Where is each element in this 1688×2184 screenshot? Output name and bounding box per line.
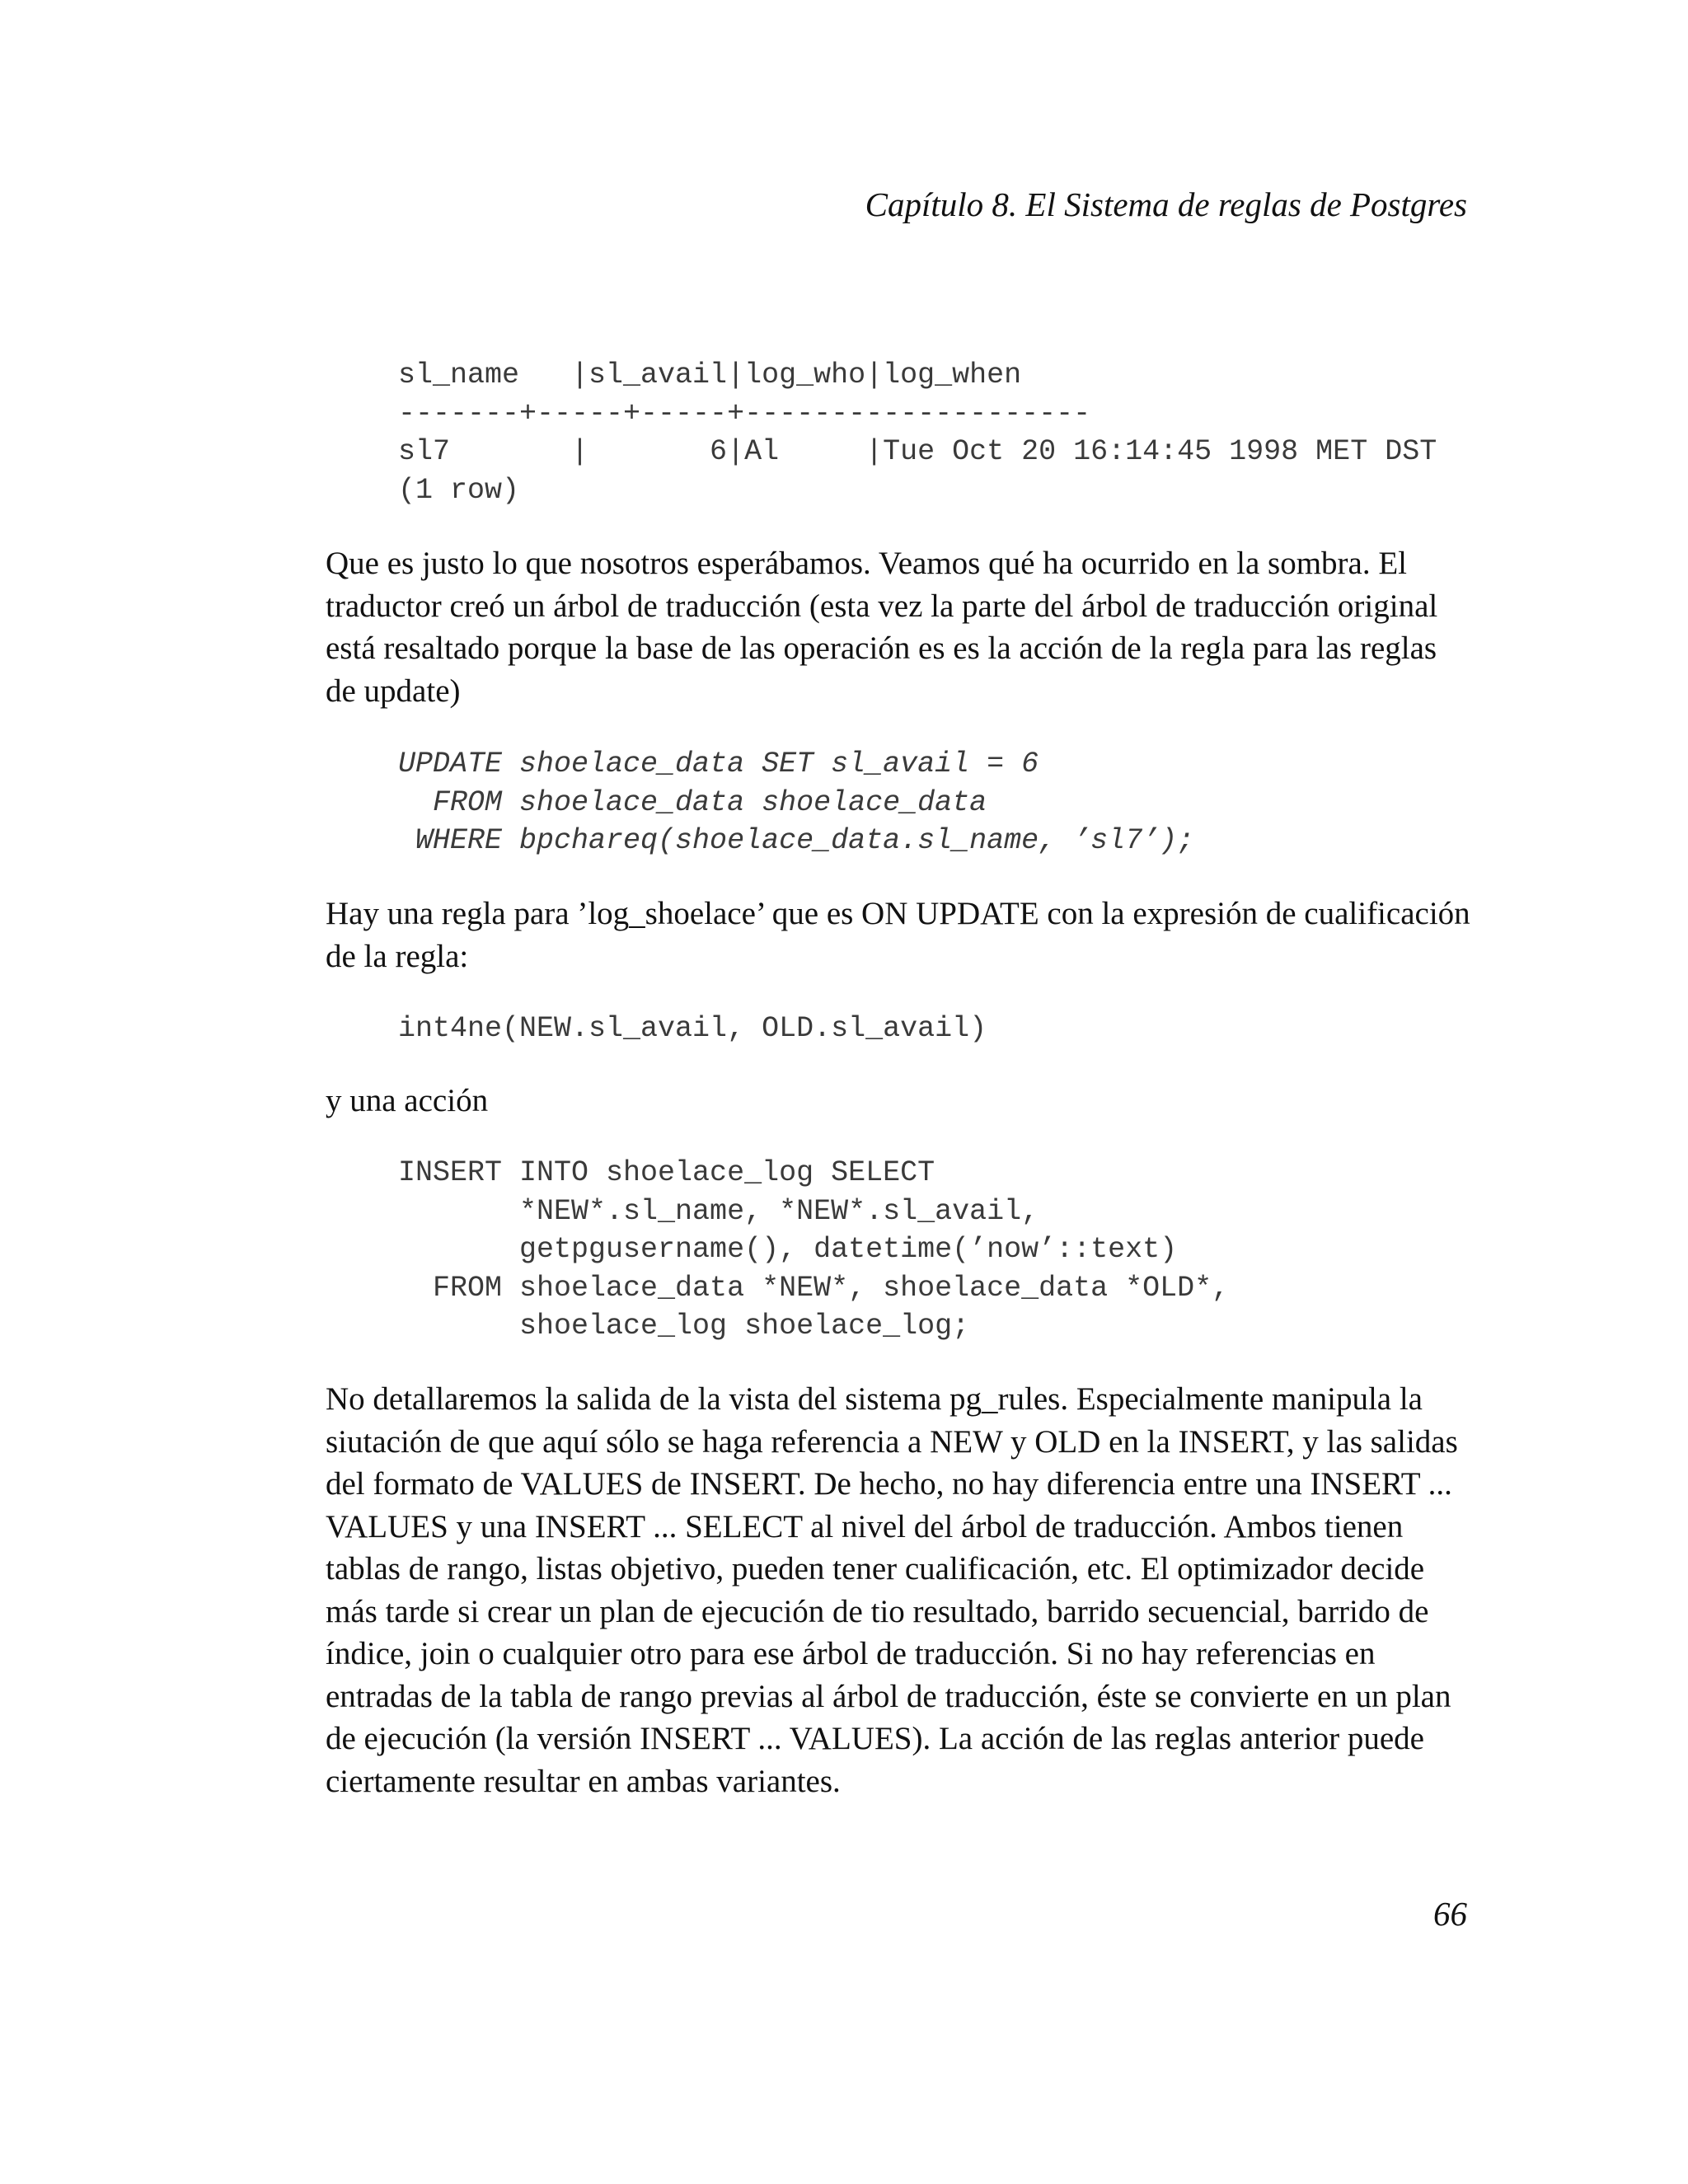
- code-insert-action: INSERT INTO shoelace_log SELECT *NEW*.sl_name, *NEW*.sl_avail, getpgusername(), datetime(’now’::text) FROM shoelace_data *NEW*, shoelace_data *OLD*, shoelace_log shoelace_log;: [398, 1156, 1230, 1343]
- paragraph-expected-result: Que es justo lo que nosotros esperábamos. Veamos qué ha ocurrido en la sombra. El traductor creó un árbol de traducción (esta vez la parte del árbol de traducción original está resaltado porque la base de las operación es es la acción de la regla para las reglas de update): [326, 546, 1438, 709]
- paragraph-pg-rules-explanation: No detallaremos la salida de la vista del sistema pg_rules. Especialmente manipula la siutación de que aquí sólo se haga referencia a NEW y OLD en la INSERT, y las salidas del formato de VALUES de INSERT. De hecho, no hay diferencia entre una INSERT ... VALUES y una INSERT ... SELECT al nivel del árbol de traducción. Ambos tienen tablas de rango, listas objetivo, pueden tener cualificación, etc. El optimizador decide más tarde si crear un plan de ejecución de tio resultado, barrido secuencial, barrido de índice, join o cualquier otro para ese árbol de traducción. Si no hay referencias en entradas de la tabla de rango previas al árbol de traducción, éste se convierte en un plan de ejecución (la versión INSERT ... VALUES). La acción de las reglas anterior puede ciertamente resultar en ambas variantes.: [326, 1381, 1458, 1799]
- query-result-table: sl_name |sl_avail|log_who|log_when -------+-----+-----+-------------------- sl7 | 6|Al |Tue Oct 20 16:14:45 1998 MET DST (1 row): [398, 359, 1437, 507]
- page-number: 66: [1433, 1895, 1467, 1933]
- code-qualification-expression: int4ne(NEW.sl_avail, OLD.sl_avail): [398, 1012, 987, 1045]
- paragraph-action-intro: y una acción: [326, 1083, 489, 1118]
- paragraph-rule-qualification: Hay una regla para ’log_shoelace’ que es ON UPDATE con la expresión de cualificación de la regla:: [326, 896, 1470, 974]
- code-update-parsetree: UPDATE shoelace_data SET sl_avail = 6 FROM shoelace_data shoelace_data WHERE bpchareq(shoelace_data.sl_name, ’sl7’);: [398, 748, 1195, 857]
- chapter-running-header: Capítulo 8. El Sistema de reglas de Postgres: [865, 185, 1467, 223]
